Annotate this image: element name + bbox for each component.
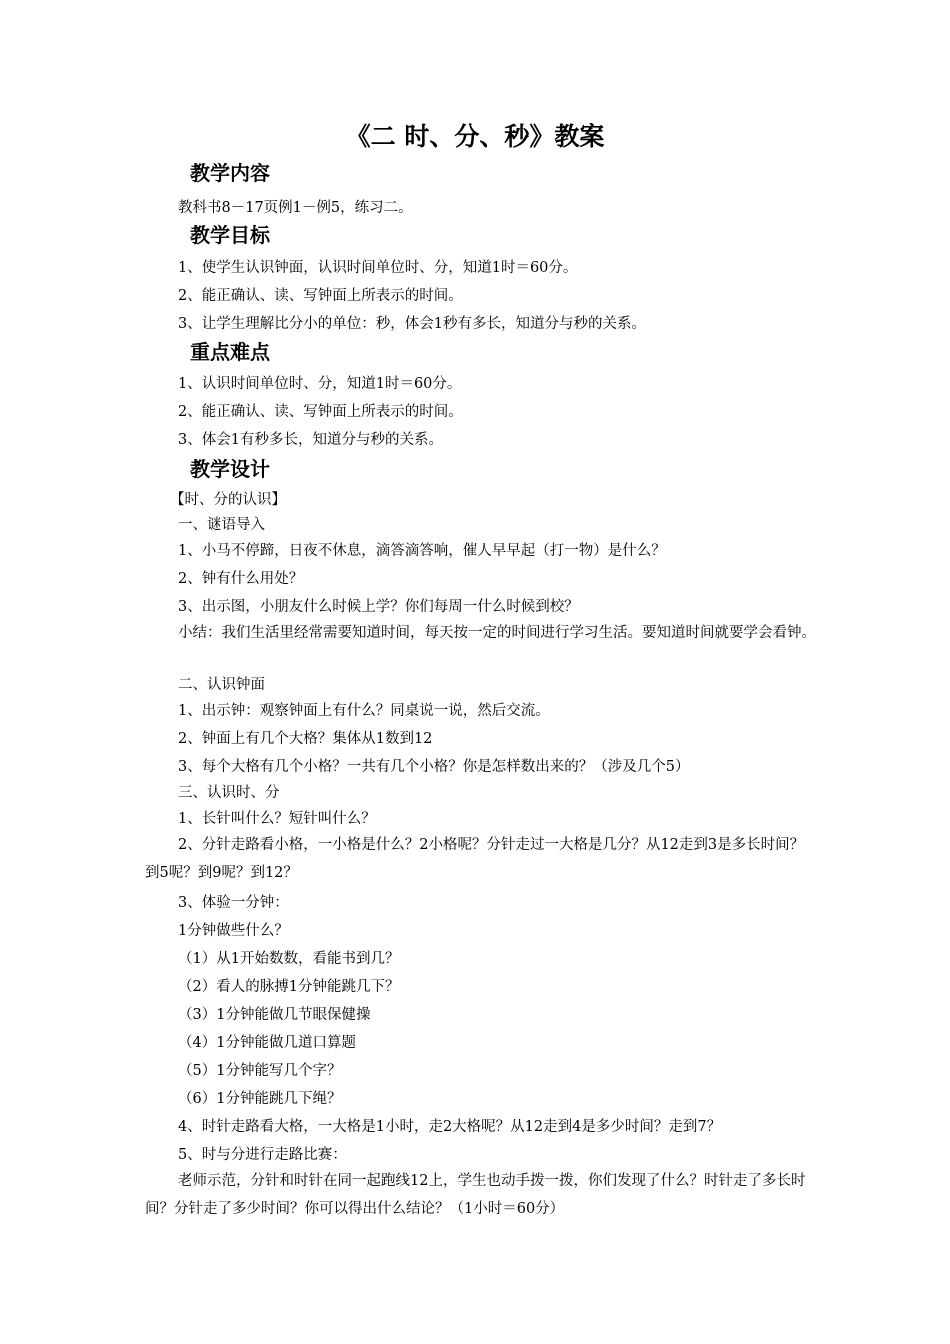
heading-design: 教学设计 — [190, 457, 270, 481]
design-line: 三、认识时、分 — [178, 785, 280, 801]
goals-line-1: 1、使学生认识钟面，认识时间单位时、分，知道1时＝60分。 — [178, 260, 578, 276]
design-paragraph: 老师示范，分针和时针在同一起跑线12上，学生也动手拨一拨，你们发现了什么？时针走了多长时间？分针走了多少时间？你可以得出什么结论？（1小时＝60分） — [145, 1173, 806, 1217]
design-line: 2、钟面上有几个大格？集体从1数到12 — [178, 731, 433, 747]
design-line: 2、钟有什么用处？ — [178, 571, 304, 587]
heading-keypoints: 重点难点 — [190, 340, 270, 364]
design-line: 4、时针走路看大格，一大格是1小时，走2大格呢？从12走到4是多少时间？走到7？ — [178, 1119, 722, 1135]
keypoints-line-3: 3、体会1有秒多长，知道分与秒的关系。 — [178, 432, 443, 448]
design-line: （4）1分钟能做几道口算题 — [178, 1035, 356, 1051]
design-line: 1、出示钟：观察钟面上有什么？同桌说一说，然后交流。 — [178, 703, 550, 719]
design-paragraph: 2、分针走路看小格，一小格是什么？2小格呢？分针走过一大格是几分？从12走到3是多长时间？到5呢？到9呢？到12？ — [145, 837, 805, 881]
design-line: 1、长针叫什么？短针叫什么？ — [178, 811, 376, 827]
design-line: （1）从1开始数数，看能书到几？ — [178, 951, 400, 967]
design-line: （2）看人的脉搏1分钟能跳几下？ — [178, 979, 400, 995]
heading-content: 教学内容 — [190, 161, 270, 185]
keypoints-line-2: 2、能正确认、读、写钟面上所表示的时间。 — [178, 404, 463, 420]
design-line: 1、小马不停蹄，日夜不休息，滴答滴答响，催人早早起（打一物）是什么？ — [178, 543, 666, 559]
content-line-1: 教科书8－17页例1－例5，练习二。 — [178, 200, 413, 216]
goals-line-2: 2、能正确认、读、写钟面上所表示的时间。 — [178, 288, 463, 304]
design-line: （5）1分钟能写几个字？ — [178, 1063, 342, 1079]
design-subtitle: 【时、分的认识】 — [170, 492, 286, 508]
design-line: 3、出示图，小朋友什么时候上学？你们每周一什么时候到校？ — [178, 599, 579, 615]
keypoints-line-1: 1、认识时间单位时、分，知道1时＝60分。 — [178, 376, 462, 392]
design-line: 二、认识钟面 — [178, 677, 265, 693]
design-line: 5、时与分进行走路比赛： — [178, 1147, 347, 1163]
design-line: 一、谜语导入 — [178, 517, 265, 533]
document-title: 《二 时、分、秒》教案 — [345, 122, 605, 151]
design-line: 3、每个大格有几个小格？一共有几个小格？你是怎样数出来的？（涉及几个5） — [178, 759, 690, 775]
heading-goals: 教学目标 — [190, 223, 270, 247]
design-line: 1分钟做些什么？ — [178, 923, 289, 939]
design-line: 3、体验一分钟： — [178, 895, 289, 911]
goals-line-3: 3、让学生理解比分小的单位：秒，体会1秒有多长，知道分与秒的关系。 — [178, 316, 646, 332]
design-line: （6）1分钟能跳几下绳？ — [178, 1091, 342, 1107]
design-summary: 小结：我们生活里经常需要知道时间，每天按一定的时间进行学习生活。要知道时间就要学会看钟。 — [178, 625, 816, 641]
design-line: （3）1分钟能做几节眼保健操 — [178, 1007, 371, 1023]
